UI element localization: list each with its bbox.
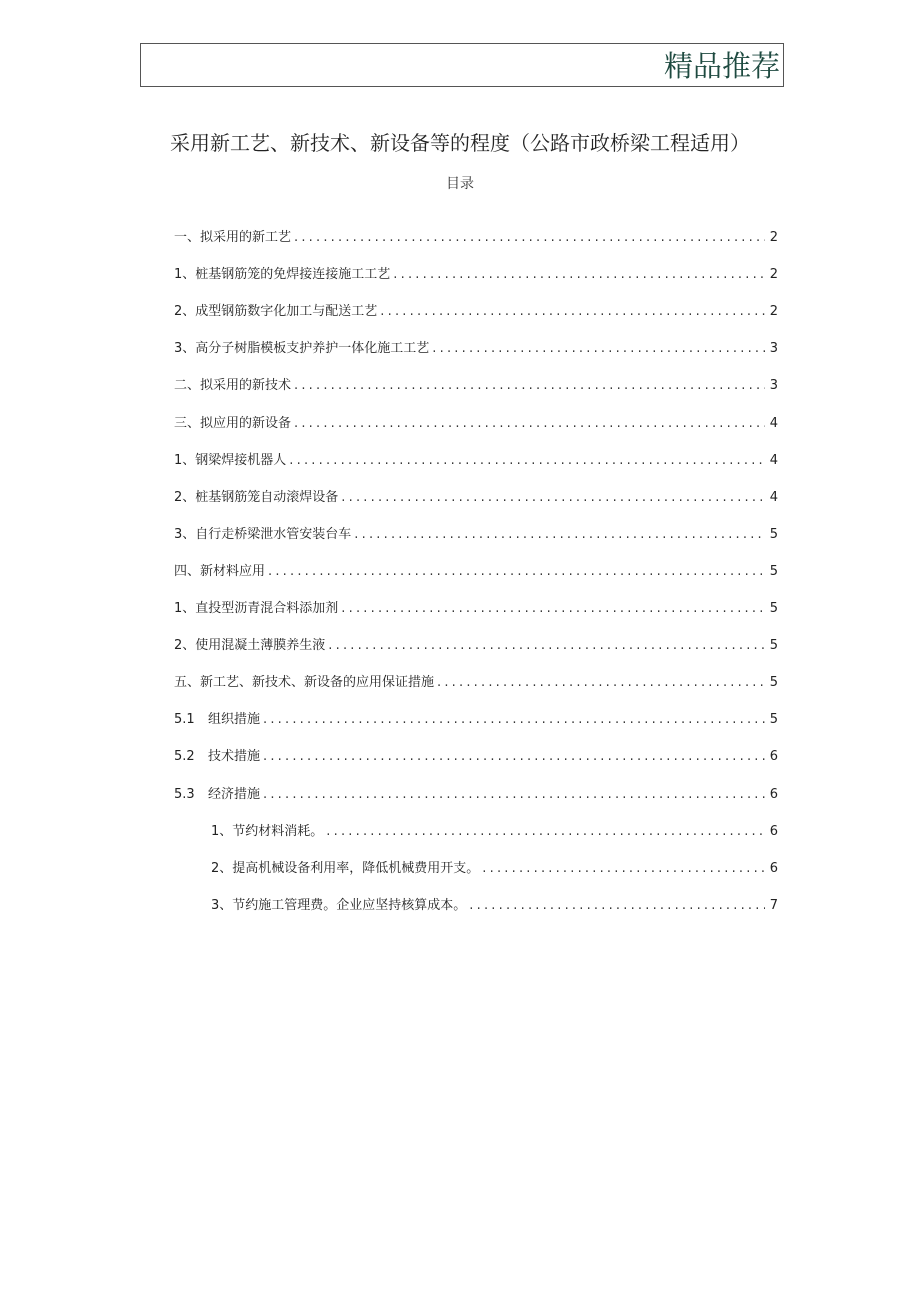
toc-leader-dots [294,413,765,435]
toc-entry-title: 1、节约材料消耗。 [211,823,324,839]
toc-entry[interactable] [174,709,778,731]
toc-entry-title: 组织措施 [208,712,261,728]
toc-entry-title: 二、拟采用的新技术 [174,378,292,394]
toc-entry-title: 三、拟应用的新设备 [174,415,292,431]
toc-entry-title: 3、高分子树脂模板支护养护一体化施工工艺 [174,341,430,357]
toc-entry-page: 5 [769,712,778,728]
toc-entry-title: 1、直投型沥青混合料添加剂 [174,601,339,616]
toc-leader-dots [263,784,765,806]
toc-entry[interactable] [211,895,778,917]
toc-entry[interactable] [174,264,778,286]
toc-entry-page: 5 [769,601,778,616]
toc-entry-title: 1、桩基钢筋笼的免焊接连接施工工艺 [174,267,391,283]
toc-entry-title: 2、提高机械设备利用率，降低机械费用开支。 [211,860,480,876]
toc-entry[interactable] [174,746,778,768]
toc-entry[interactable] [174,635,778,657]
toc-entry-title: 2、成型钢筋数字化加工与配送工艺 [174,304,378,320]
toc-entry[interactable] [174,375,778,397]
toc-entry-number: 5.2 [174,749,195,765]
toc-entry-page: 6 [769,786,778,802]
toc-heading: 目录 [446,176,474,192]
toc-entry-page: 3 [769,341,778,357]
toc-entry-page: 5 [769,526,778,542]
toc-leader-dots [263,709,765,731]
toc-leader-dots [326,821,765,843]
toc-entry-number: 5.1 [174,712,195,728]
toc-entry-page: 5 [769,563,778,579]
toc-entry[interactable] [174,301,778,323]
toc-leader-dots [482,858,765,880]
toc-entry-title: 2、桩基钢筋笼自动滚焊设备 [174,489,339,505]
toc-entry-page: 4 [769,452,778,468]
toc-leader-dots [380,301,765,323]
toc-leader-dots [263,746,765,768]
toc-leader-dots [289,450,765,472]
toc-entry[interactable] [174,598,778,620]
toc-entry-title: 一、拟采用的新工艺 [174,230,292,245]
toc-entry-page: 6 [769,860,778,876]
toc-entry[interactable] [174,672,778,694]
toc-leader-dots [341,487,765,509]
toc-entry-title: 五、新工艺、新技术、新设备的应用保证措施 [174,675,435,691]
toc-entry[interactable] [174,338,778,360]
toc-entry-title: 技术措施 [208,749,261,765]
toc-entry-title: 经济措施 [208,786,261,802]
toc-entry[interactable] [174,450,778,472]
toc-entry[interactable] [174,413,778,435]
toc-entry-title: 3、自行走桥梁泄水管安装台车 [174,526,352,542]
toc-leader-dots [432,338,765,360]
toc-entry-page: 5 [769,675,778,691]
toc-entry-title: 3、节约施工管理费。企业应坚持核算成本。 [211,897,467,913]
toc-leader-dots [354,524,765,546]
toc-entry[interactable] [174,561,778,583]
toc-entry-page: 6 [769,823,778,839]
toc-leader-dots [437,672,765,694]
header-badge: 精品推荐 [663,49,780,83]
toc-leader-dots [328,635,765,657]
toc-entry-page: 4 [769,489,778,505]
toc-entry-page: 5 [769,638,778,654]
toc-entry[interactable] [174,784,778,806]
toc-entry-page: 7 [769,897,778,913]
toc-entry-title: 2、使用混凝土薄膜养生液 [174,638,326,654]
toc-entry-number: 5.3 [174,786,195,802]
toc-entry-page: 4 [769,415,778,431]
toc-leader-dots [294,227,765,249]
toc-entry[interactable] [211,858,778,880]
toc-entry[interactable] [211,821,778,843]
toc-leader-dots [393,264,765,286]
toc-leader-dots [341,598,765,620]
toc-entry-page: 2 [769,304,778,320]
toc-leader-dots [469,895,765,917]
toc-entry-page: 2 [769,230,778,245]
toc-leader-dots [268,561,765,583]
toc-entry[interactable] [174,227,778,249]
toc-entry-title: 1、钢梁焊接机器人 [174,452,287,468]
toc-entry-title: 四、新材料应用 [174,563,266,579]
toc-entry[interactable] [174,487,778,509]
toc-entry[interactable] [174,524,778,546]
toc-entry-page: 6 [769,749,778,765]
document-title: 采用新工艺、新技术、新设备等的程度（公路市政桥梁工程适用） [170,131,750,155]
toc-leader-dots [294,375,765,397]
toc-entry-page: 3 [769,378,778,394]
toc-entry-page: 2 [769,267,778,283]
